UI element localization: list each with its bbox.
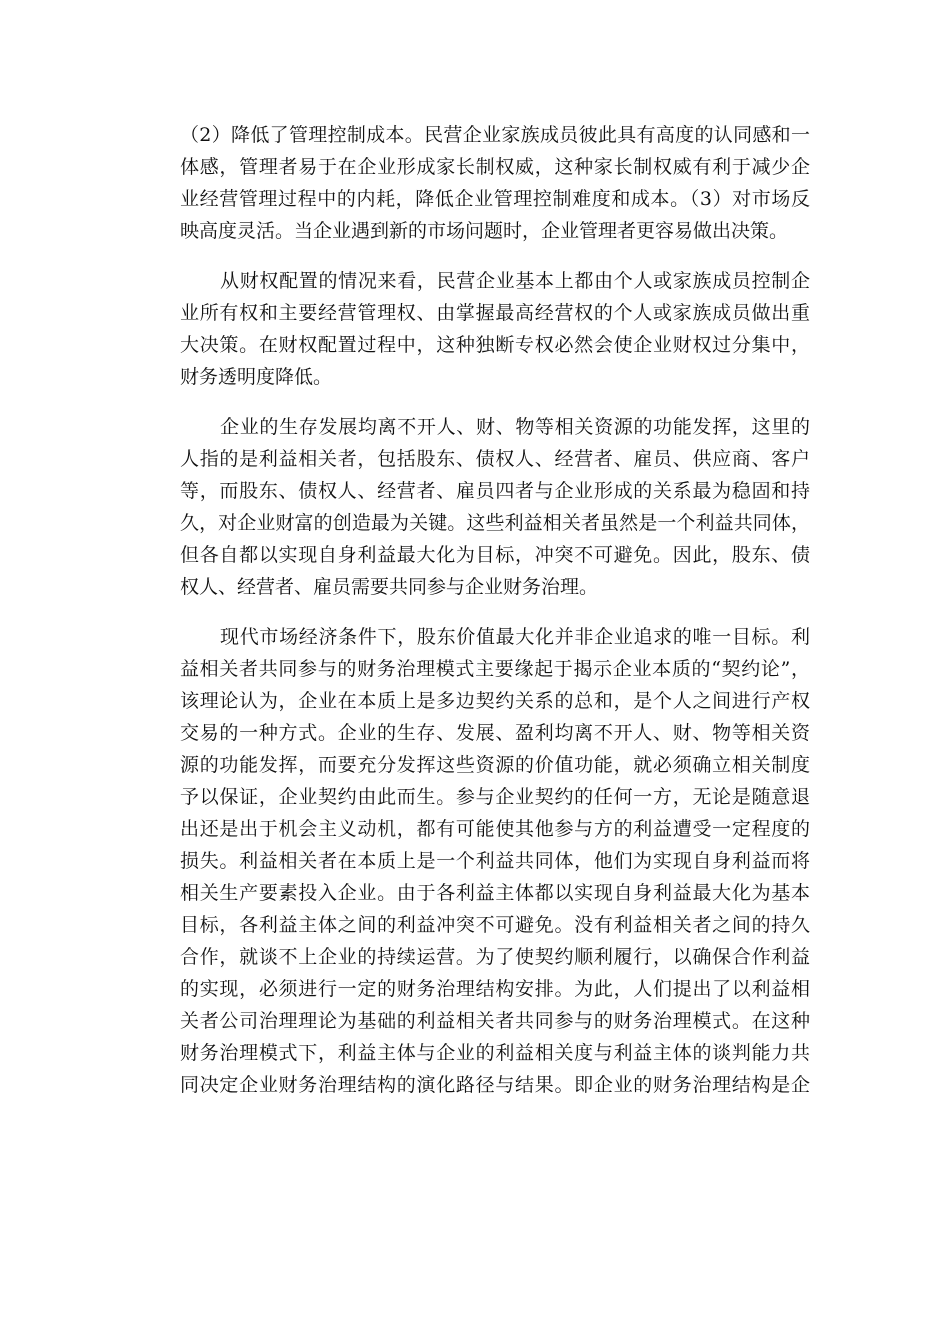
text-line: 源的功能发挥，而要充分发挥这些资源的价值功能，就必须确立相关制度 — [180, 754, 810, 776]
paragraph-1 — [180, 119, 810, 247]
text-line: 财务治理模式下，利益主体与企业的利益相关度与利益主体的谈判能力共 — [180, 1042, 810, 1064]
text-line: 损失。利益相关者在本质上是一个利益共同体，他们为实现自身利益而将 — [180, 850, 810, 872]
text-line: 相关生产要素投入企业。由于各利益主体都以实现自身利益最大化为基本 — [180, 882, 810, 904]
text-line: 大决策。在财权配置过程中，这种独断专权必然会使企业财权过分集中， — [180, 334, 810, 356]
paragraph-2 — [180, 265, 810, 393]
text-line: 益相关者共同参与的财务治理模式主要缘起于揭示企业本质的“契约论”， — [180, 658, 810, 680]
text-line: （2）降低了管理控制成本。民营企业家族成员彼此具有高度的认同感和一 — [180, 124, 810, 146]
text-line: 交易的一种方式。企业的生存、发展、盈利均离不开人、财、物等相关资 — [180, 722, 810, 744]
text-line: 同决定企业财务治理结构的演化路径与结果。即企业的财务治理结构是企 — [180, 1074, 810, 1096]
text-line: 业经营管理过程中的内耗，降低企业管理控制难度和成本。（3）对市场反 — [180, 188, 810, 210]
text-line: 企业的生存发展均离不开人、财、物等相关资源的功能发挥，这里的 — [220, 416, 810, 438]
text-line: 财务透明度降低。 — [180, 366, 333, 388]
body-text — [180, 119, 810, 1119]
text-line: 业所有权和主要经营管理权、由掌握最高经营权的个人或家族成员做出重 — [180, 302, 810, 324]
text-line: 久，对企业财富的创造最为关键。这些利益相关者虽然是一个利益共同体， — [180, 512, 810, 534]
text-line: 等，而股东、债权人、经营者、雇员四者与企业形成的关系最为稳固和持 — [180, 480, 810, 502]
text-line: 的实现，必须进行一定的财务治理结构安排。为此，人们提出了以利益相 — [180, 978, 810, 1000]
text-line: 人指的是利益相关者，包括股东、债权人、经营者、雇员、供应商、客户 — [180, 448, 810, 470]
paragraph-4 — [180, 621, 810, 1101]
text-line: 但各自都以实现自身利益最大化为目标，冲突不可避免。因此，股东、债 — [180, 544, 810, 566]
text-line: 出还是出于机会主义动机，都有可能使其他参与方的利益遭受一定程度的 — [180, 818, 810, 840]
text-line: 合作，就谈不上企业的持续运营。为了使契约顺利履行，以确保合作利益 — [180, 946, 810, 968]
text-line: 现代市场经济条件下，股东价值最大化并非企业追求的唯一目标。利 — [220, 626, 810, 648]
text-line: 该理论认为，企业在本质上是多边契约关系的总和，是个人之间进行产权 — [180, 690, 810, 712]
text-line: 目标，各利益主体之间的利益冲突不可避免。没有利益相关者之间的持久 — [180, 914, 810, 936]
text-line: 权人、经营者、雇员需要共同参与企业财务治理。 — [180, 576, 599, 598]
text-line: 关者公司治理理论为基础的利益相关者共同参与的财务治理模式。在这种 — [180, 1010, 810, 1032]
text-line: 映高度灵活。当企业遇到新的市场问题时，企业管理者更容易做出决策。 — [180, 220, 789, 242]
text-line: 体感，管理者易于在企业形成家长制权威，这种家长制权威有利于减少企 — [180, 156, 810, 178]
text-line: 予以保证，企业契约由此而生。参与企业契约的任何一方，无论是随意退 — [180, 786, 810, 808]
paragraph-3 — [180, 411, 810, 603]
text-line: 从财权配置的情况来看，民营企业基本上都由个人或家族成员控制企 — [220, 270, 810, 292]
